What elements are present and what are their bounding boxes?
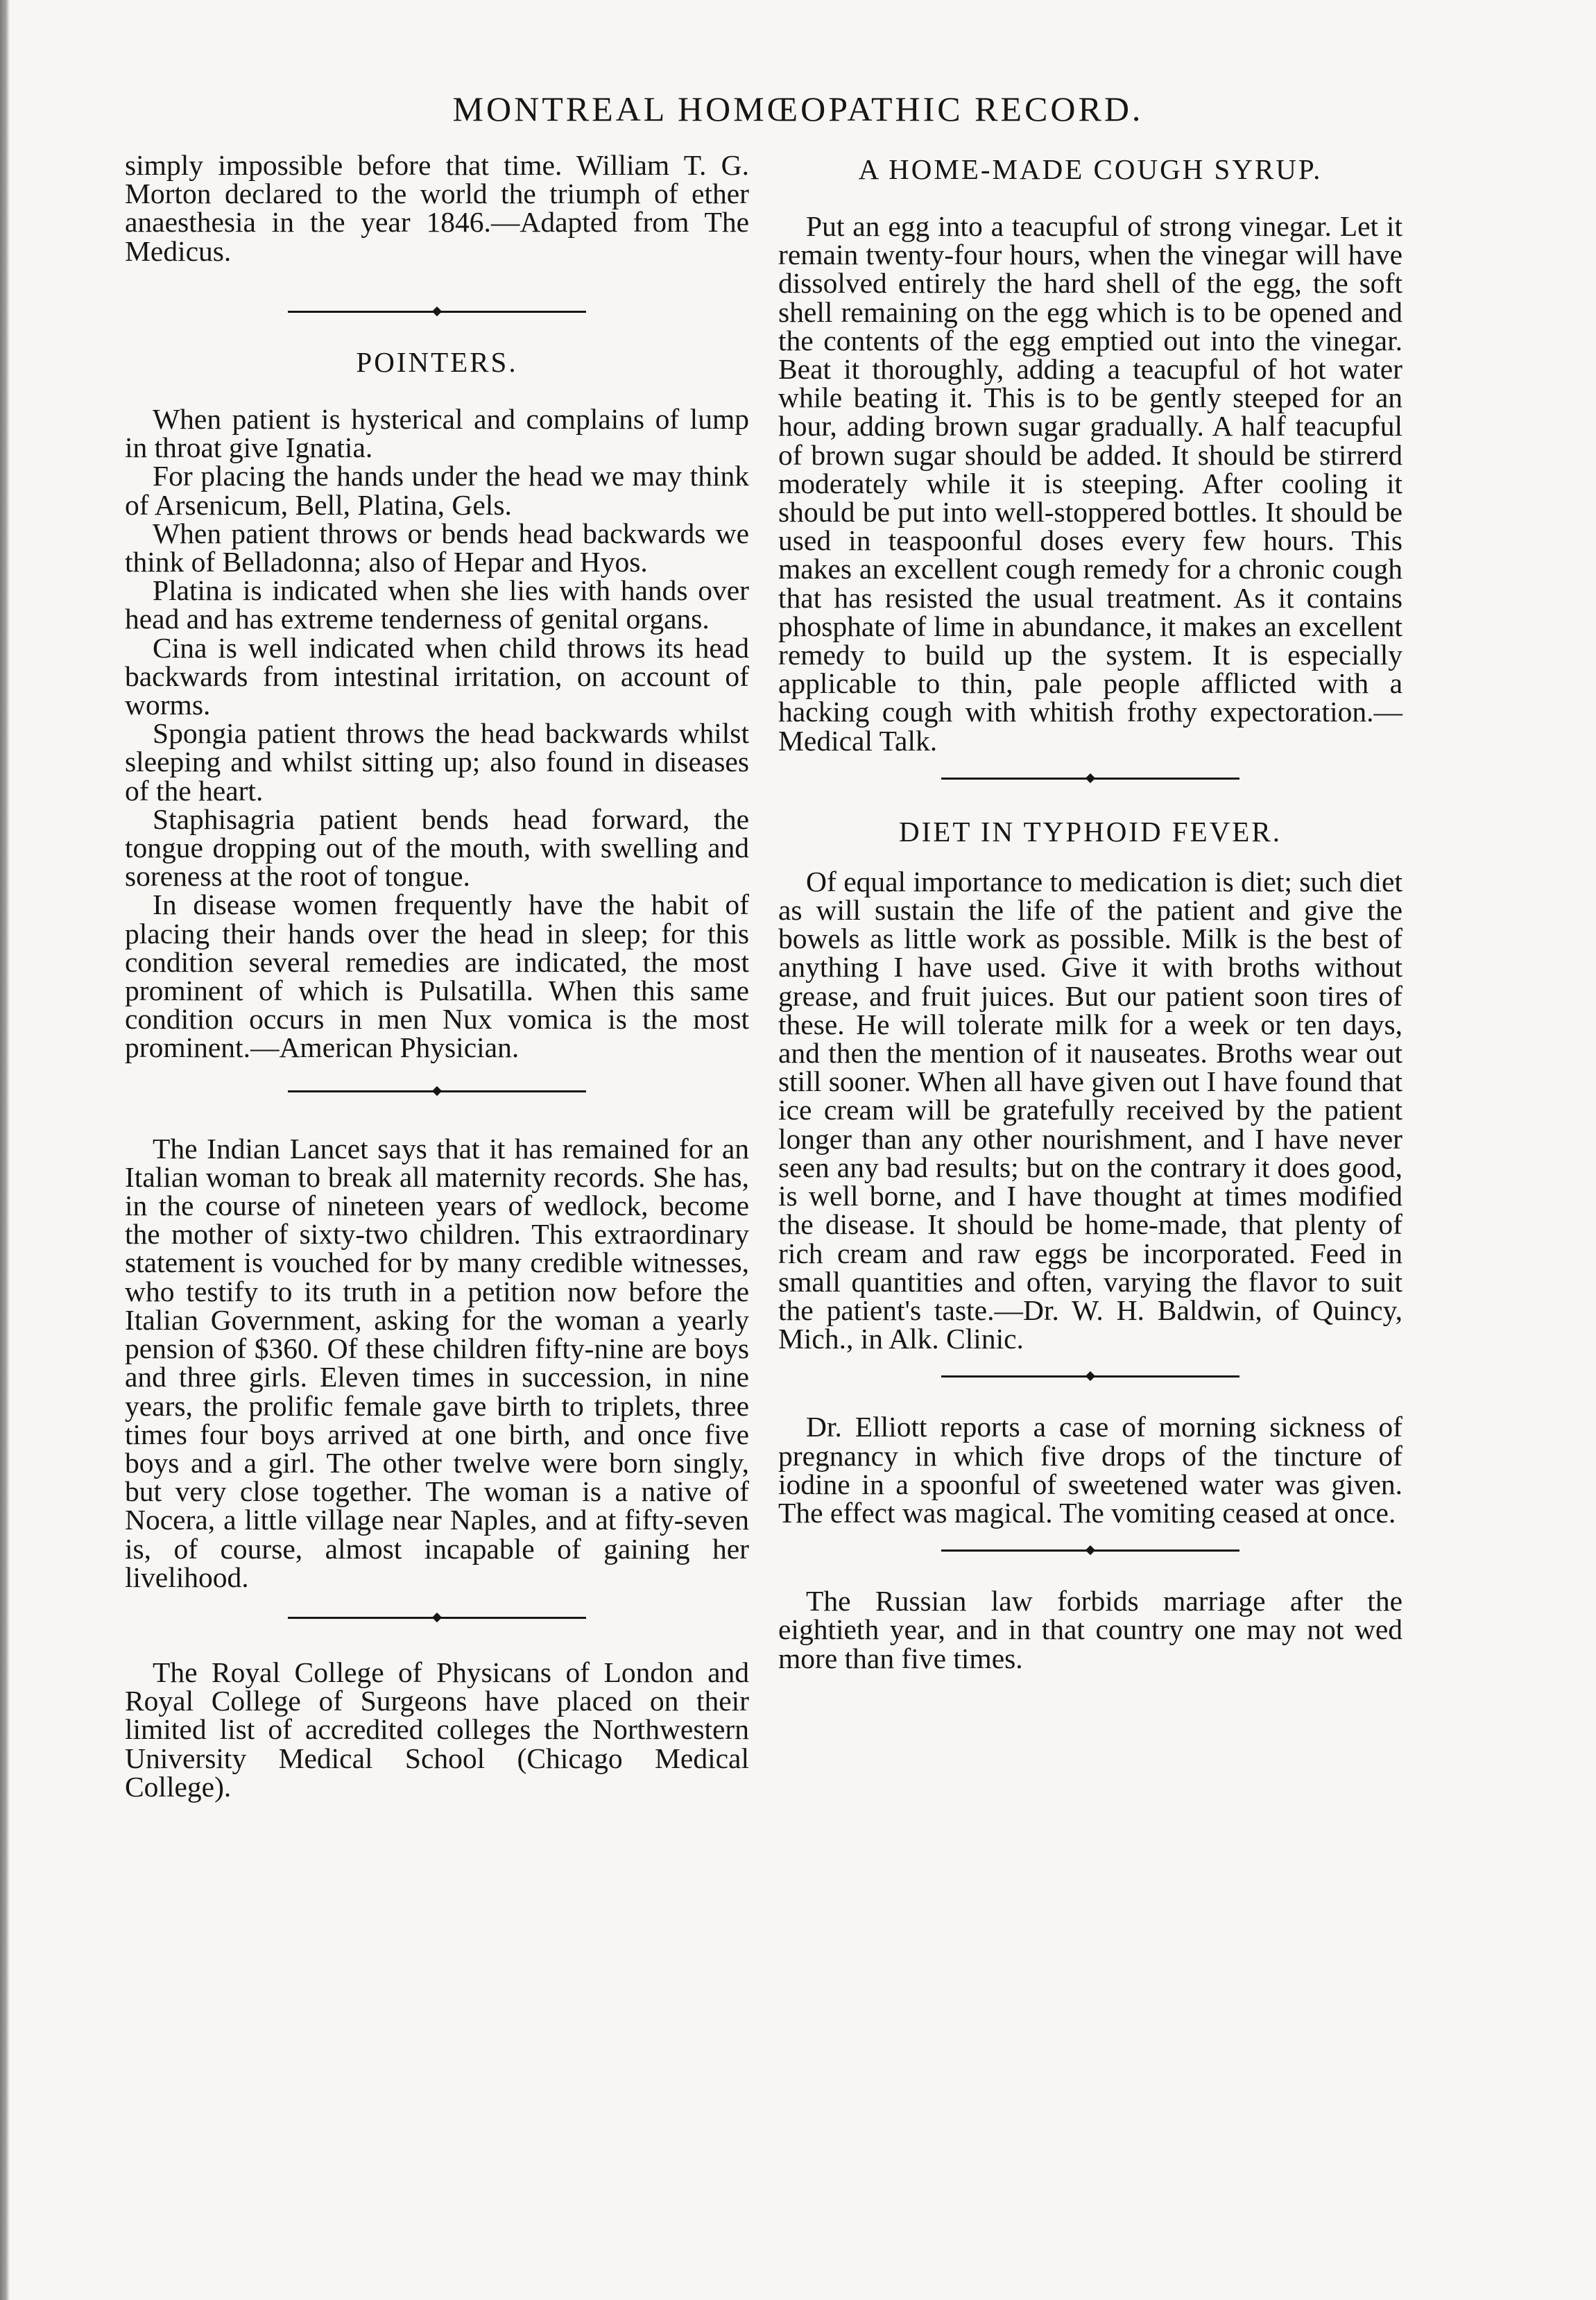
morton-paragraph: simply impossible before that time. William T. G. Morton declared to the world the triumph of ether anaesthesia in the year 1846.—Adapted from The Medicus. — [125, 149, 749, 267]
elliott-paragraph: Dr. Elliott reports a case of morning sickness of pregnancy in which five drops of the tincture of iodine in a spoonful of sweetened water was given. The effect was magical. The vomiting ceased at once. — [778, 1411, 1402, 1529]
lancet-paragraph: The Indian Lancet says that it has remained for an Italian woman to break all maternity records. She has, in the course of nineteen years of wedlock, become the mother of sixty-two children. This extraordinary statement is vouched for by many credible witnesses, who testify to its truth in a petition now before the Italian Government, asking for the woman a yearly pension of $360. Of these children fifty-nine are boys and three girls. Eleven times in succession, in nine years, the prolific female gave birth to triplets, three times four boys arrived at one birth, and once five boys and a girl. The other twelve were born singly, but very close together. The woman is a native of Nocera, a little village near Naples, and at fifty-seven is, of course, almost incapable of gaining her livelihood. — [125, 1132, 749, 1593]
divider — [941, 773, 1239, 783]
pointer-item: When patient throws or bends head backwards we think of Belladonna; also of Hepar and Hyos. — [125, 517, 749, 578]
pointer-item: Staphisagria patient bends head forward, the tongue dropping out of the mouth, with swelling and soreness at the root of tongue. — [125, 803, 749, 893]
pointer-item: Platina is indicated when she lies with hands over head and has extreme tenderness of genital organs. — [125, 574, 749, 635]
typhoid-paragraph: Of equal importance to medication is diet; such diet as will sustain the life of the patient and give the bowels as little work as possible. Milk is the best of anything I have used. Give it with broths without grease, and fruit juices. But our patient soon tires of these. He will tolerate milk for a week or ten days, and then the mention of it nauseates. Broths wear out still sooner. When all have given out I have found that ice cream will be gratefully received by the patient longer than any other nourishment, and I have never seen any bad results; but on the contrary it does good, is well borne, and I have thought at times modified the disease. It should be home-made, that plenty of rich cream and raw eggs be incorporated. Feed in small quantities and often, varying the flavor to suit the patient's taste.—Dr. W. H. Baldwin, of Quincy, Mich., in Alk. Clinic. — [778, 865, 1402, 1355]
divider — [941, 1545, 1239, 1555]
page-title: MONTREAL HOMŒOPATHIC RECORD. — [452, 89, 1144, 128]
pointer-item: Cina is well indicated when child throws its head backwards from intestinal irritation, on account of worms. — [125, 631, 749, 721]
divider — [941, 1371, 1239, 1381]
right-column — [778, 151, 1402, 1673]
divider — [288, 307, 586, 316]
divider — [288, 1086, 586, 1096]
pointers-heading: POINTERS. — [356, 346, 518, 378]
royal-college-paragraph: The Royal College of Physicans of London and Royal College of Surgeons have placed on their limited list of accredited colleges the Northwestern University Medical School (Chicago Medical College). — [125, 1656, 749, 1803]
pointer-item: In disease women frequently have the habit of placing their hands over the head in sleep; for this condition several remedies are indicated, the most prominent of which is Pulsatilla. When this same condition occurs in men Nux vomica is the most prominent.—American Physician. — [125, 889, 749, 1064]
russian-law-paragraph: The Russian law forbids marriage after the eightieth year, and in that country one may not wed more than five times. — [778, 1585, 1402, 1674]
left-column — [125, 151, 749, 1801]
pointers-list — [125, 405, 749, 1063]
pointer-item: When patient is hysterical and complains of lump in throat give Ignatia. — [125, 403, 749, 464]
divider — [288, 1613, 586, 1622]
cough-syrup-heading: A HOME-MADE COUGH SYRUP. — [858, 153, 1323, 185]
typhoid-heading: DIET IN TYPHOID FEVER. — [899, 815, 1282, 848]
cough-syrup-paragraph: Put an egg into a teacupful of strong vinegar. Let it remain twenty-four hours, when the vinegar will have dissolved entirely the hard shell of the egg, the soft shell remaining on the egg which is to be opened and the contents of the egg emptied out into the vinegar. Beat it thoroughly, adding a teacupful of hot water while beating it. This is to be gently steeped for an hour, adding brown sugar gradually. A half teacupful of brown sugar should be added. It should be stirrerd moderately while it is steeping. After cooling it should be put into well-stoppered bottles. It should be used in teaspoonful doses every few hours. This makes an excellent cough remedy for a chronic cough that has resisted the usual treatment. As it contains phosphate of lime in abundance, it makes an excellent remedy to build up the system. It is especially applicable to thin, pale people afflicted with a hacking cough with whitish frothy expectoration.—Medical Talk. — [778, 210, 1402, 757]
scan-edge — [0, 0, 10, 2300]
pointer-item: For placing the hands under the head we may think of Arsenicum, Bell, Platina, Gels. — [125, 460, 749, 521]
pointer-item: Spongia patient throws the head backwards whilst sleeping and whilst sitting up; also found in diseases of the heart. — [125, 717, 749, 807]
